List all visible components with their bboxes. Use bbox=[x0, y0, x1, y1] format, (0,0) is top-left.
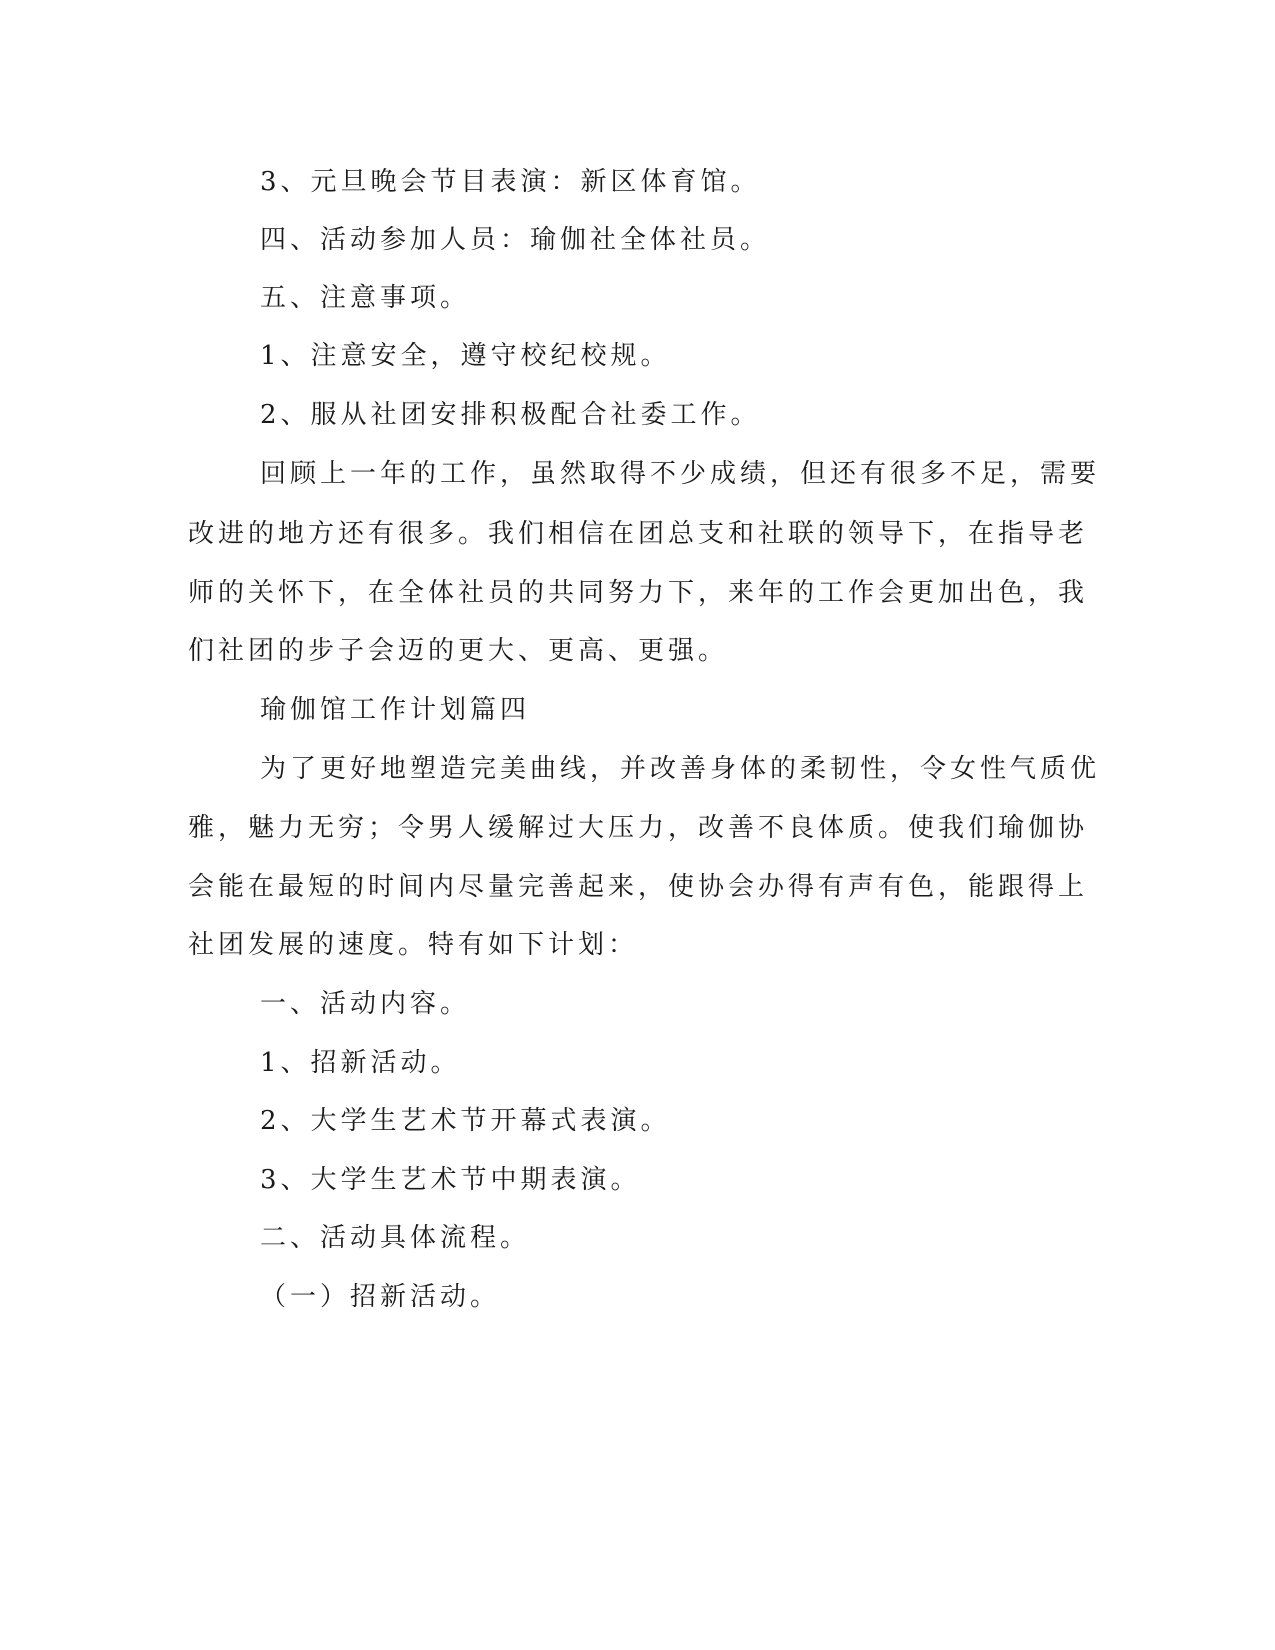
note-2-cooperation: 2、服从社团安排积极配合社委工作。 bbox=[260, 400, 761, 430]
review-paragraph-line-2: 改进的地方还有很多。我们相信在团总支和社联的领导下，在指导老 bbox=[188, 519, 1089, 549]
activity-2-opening-performance: 2、大学生艺术节开幕式表演。 bbox=[260, 1106, 671, 1136]
section-4-participants: 四、活动参加人员：瑜伽社全体社员。 bbox=[260, 225, 771, 255]
subsection-1-recruitment: （一）招新活动。 bbox=[260, 1282, 501, 1312]
activity-1-recruitment: 1、招新活动。 bbox=[260, 1048, 461, 1078]
activity-3-midterm-performance: 3、大学生艺术节中期表演。 bbox=[260, 1165, 641, 1195]
section-heading-plan-4: 瑜伽馆工作计划篇四 bbox=[260, 695, 531, 725]
intro-paragraph-line-2: 雅，魅力无穷；令男人缓解过大压力，改善不良体质。使我们瑜伽协 bbox=[188, 813, 1089, 843]
review-paragraph-line-3: 师的关怀下，在全体社员的共同努力下，来年的工作会更加出色，我 bbox=[188, 578, 1089, 608]
review-paragraph-line-1: 回顾上一年的工作，虽然取得不少成绩，但还有很多不足，需要 bbox=[260, 459, 1101, 489]
review-paragraph-line-4: 们社团的步子会迈的更大、更高、更强。 bbox=[188, 636, 729, 666]
section-1-activities: 一、活动内容。 bbox=[260, 989, 471, 1019]
item-3-performance-venue: 3、元旦晚会节目表演：新区体育馆。 bbox=[260, 167, 761, 197]
intro-paragraph-line-4: 社团发展的速度。特有如下计划： bbox=[188, 930, 639, 960]
intro-paragraph-line-3: 会能在最短的时间内尽量完善起来，使协会办得有声有色，能跟得上 bbox=[188, 872, 1089, 902]
section-2-process: 二、活动具体流程。 bbox=[260, 1223, 531, 1253]
note-1-safety: 1、注意安全，遵守校纪校规。 bbox=[260, 341, 671, 371]
intro-paragraph-line-1: 为了更好地塑造完美曲线，并改善身体的柔韧性，令女性气质优 bbox=[260, 754, 1101, 784]
section-5-notes: 五、注意事项。 bbox=[260, 283, 471, 313]
